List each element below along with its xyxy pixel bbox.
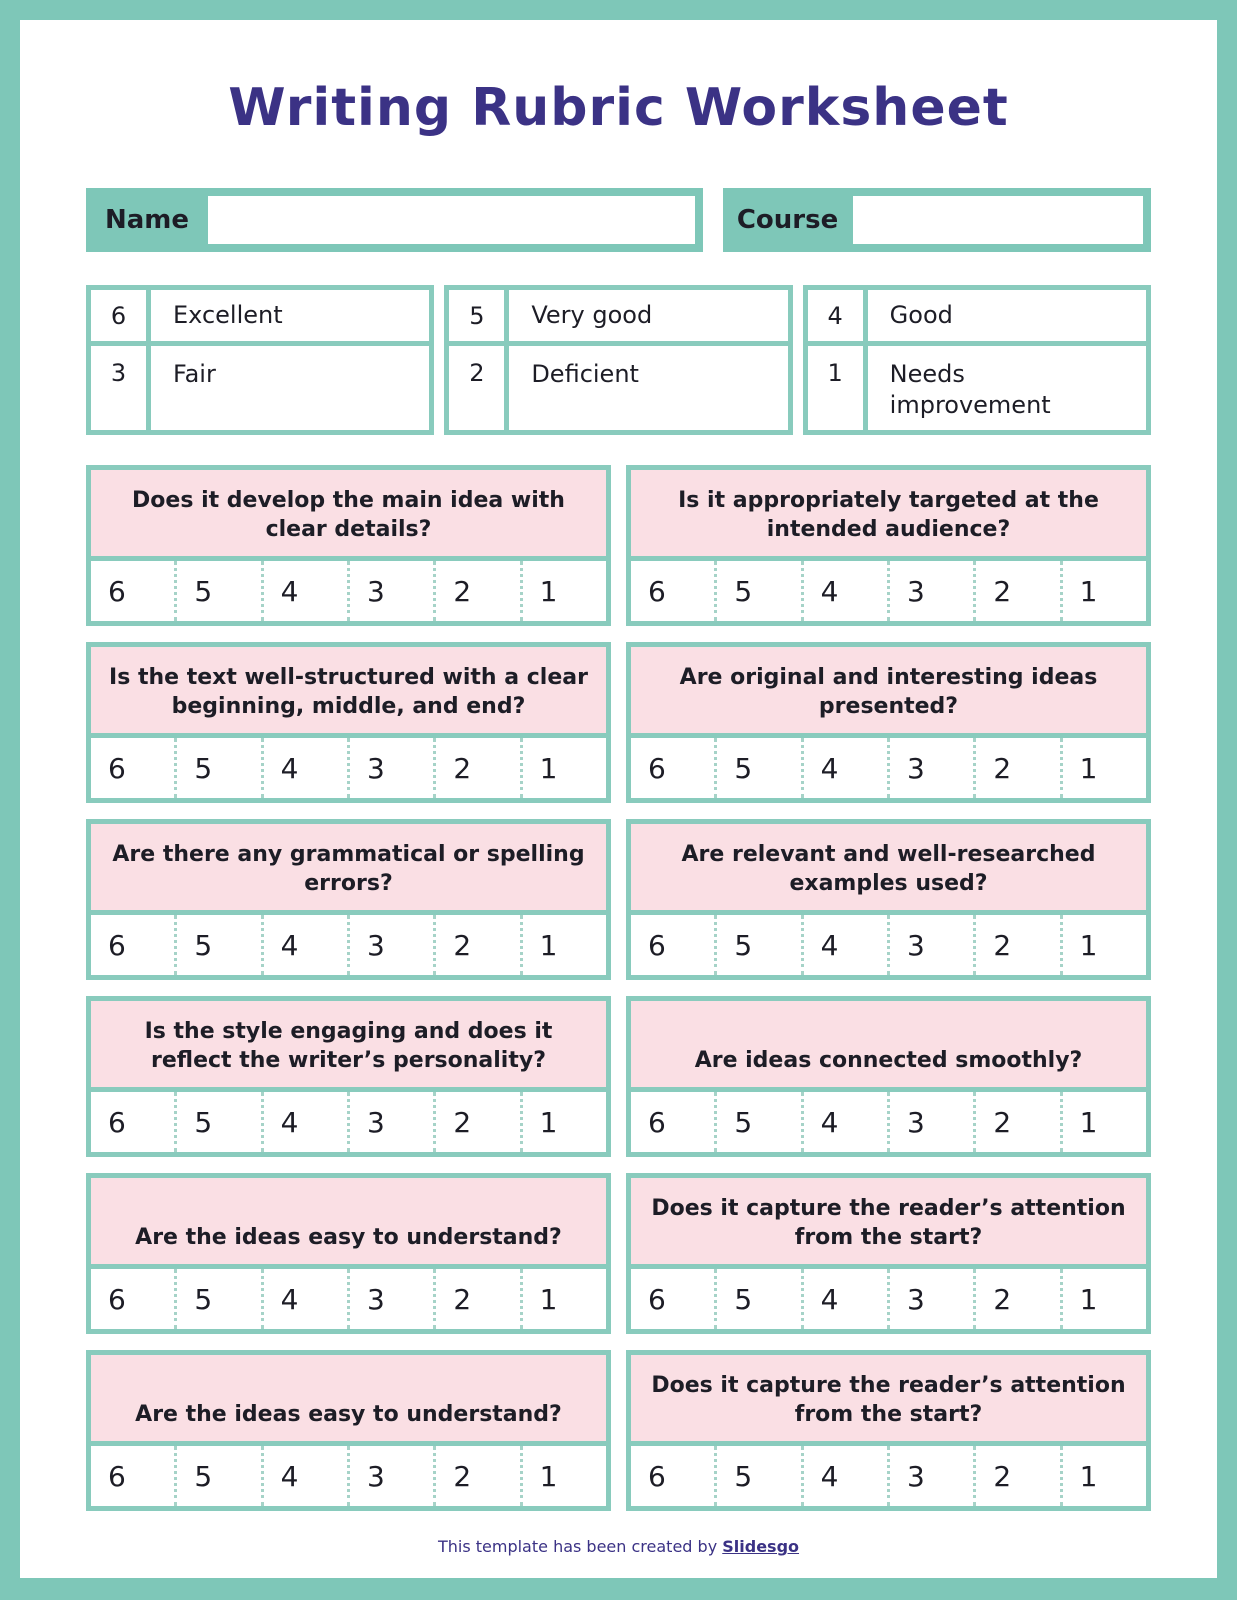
rating-row	[86, 1446, 611, 1511]
rating-option-1[interactable]: 1	[1060, 1269, 1146, 1329]
question-block	[626, 819, 1151, 980]
rating-option-4[interactable]: 4	[801, 561, 887, 621]
name-input[interactable]	[208, 196, 695, 244]
rating-option-3[interactable]: 3	[887, 561, 973, 621]
question-header	[626, 465, 1151, 561]
question-header	[626, 819, 1151, 915]
question-block	[626, 465, 1151, 626]
legend-label: Needs improvement	[889, 360, 1051, 419]
rating-option-5[interactable]: 5	[714, 738, 800, 798]
legend-score: 4	[808, 290, 868, 341]
question-block	[86, 465, 611, 626]
legend-score: 2	[449, 346, 509, 430]
rating-option-6[interactable]: 6	[648, 1105, 666, 1139]
question-block	[626, 996, 1151, 1157]
course-input[interactable]	[853, 196, 1143, 244]
question-text: Are ideas connected smoothly?	[694, 1048, 1083, 1073]
question-text: Does it develop the main idea with clear details?	[132, 488, 565, 542]
rating-option-4[interactable]: 4	[801, 915, 887, 975]
rating-option-6[interactable]: 6	[108, 928, 126, 962]
rating-option-2[interactable]: 2	[973, 738, 1059, 798]
rating-option-4[interactable]: 4	[261, 1446, 347, 1506]
rating-option-5[interactable]: 5	[174, 1092, 260, 1152]
rating-option-3[interactable]: 3	[347, 1269, 433, 1329]
rating-option-2[interactable]: 2	[433, 561, 519, 621]
rating-option-4[interactable]: 4	[801, 1269, 887, 1329]
rating-option-3[interactable]: 3	[347, 1092, 433, 1152]
footer	[86, 1537, 1151, 1556]
rating-option-4[interactable]: 4	[261, 738, 347, 798]
rating-option-5[interactable]: 5	[714, 561, 800, 621]
rating-option-1[interactable]: 1	[1060, 915, 1146, 975]
question-block	[626, 642, 1151, 803]
question-header	[626, 642, 1151, 738]
rating-option-6[interactable]: 6	[648, 574, 666, 608]
rating-option-4[interactable]: 4	[801, 1092, 887, 1152]
question-block	[626, 1350, 1151, 1511]
rating-option-6[interactable]: 6	[648, 928, 666, 962]
question-block	[86, 1173, 611, 1334]
question-text: Are there any grammatical or spelling errors?	[112, 842, 585, 896]
form-row	[86, 188, 1151, 252]
name-field	[86, 188, 703, 252]
rating-row	[626, 561, 1151, 626]
rating-option-5[interactable]: 5	[714, 1446, 800, 1506]
rating-option-5[interactable]: 5	[714, 1269, 800, 1329]
rating-row	[86, 738, 611, 803]
legend-pair	[444, 285, 792, 346]
rating-option-2[interactable]: 2	[433, 738, 519, 798]
rating-option-3[interactable]: 3	[887, 1269, 973, 1329]
legend-label: Very good	[531, 301, 653, 329]
question-text: Is the text well-structured with a clear beginning, middle, and end?	[109, 665, 588, 719]
legend-label: Excellent	[173, 301, 283, 329]
question-header	[626, 996, 1151, 1092]
legend-score: 1	[808, 346, 868, 430]
rating-row	[626, 1092, 1151, 1157]
rating-option-4[interactable]: 4	[261, 1269, 347, 1329]
legend-pair	[803, 285, 1151, 346]
rating-option-1[interactable]: 1	[520, 1092, 606, 1152]
rating-option-4[interactable]: 4	[261, 915, 347, 975]
question-header	[86, 642, 611, 738]
rating-option-1[interactable]: 1	[520, 738, 606, 798]
rating-row	[86, 915, 611, 980]
rating-option-6[interactable]: 6	[648, 751, 666, 785]
rating-option-1[interactable]: 1	[520, 561, 606, 621]
rating-option-4[interactable]: 4	[801, 1446, 887, 1506]
question-header	[86, 465, 611, 561]
rating-row	[86, 1092, 611, 1157]
rating-option-5[interactable]: 5	[174, 1269, 260, 1329]
rating-option-3[interactable]: 3	[887, 738, 973, 798]
legend-score: 5	[449, 290, 509, 341]
name-label: Name	[104, 205, 190, 235]
question-header	[86, 1350, 611, 1446]
rating-option-5[interactable]: 5	[714, 1092, 800, 1152]
rating-option-4[interactable]: 4	[261, 561, 347, 621]
rating-option-6[interactable]: 6	[108, 1282, 126, 1316]
rating-option-2[interactable]: 2	[433, 1092, 519, 1152]
rating-option-1[interactable]: 1	[1060, 1446, 1146, 1506]
question-header	[626, 1350, 1151, 1446]
rating-option-2[interactable]: 2	[973, 561, 1059, 621]
legend-pair	[86, 285, 434, 346]
legend-pair	[86, 341, 434, 435]
rating-option-1[interactable]: 1	[520, 1269, 606, 1329]
rating-option-5[interactable]: 5	[174, 1446, 260, 1506]
rating-option-6[interactable]: 6	[108, 574, 126, 608]
rating-option-2[interactable]: 2	[433, 1269, 519, 1329]
question-text: Are original and interesting ideas presented?	[679, 665, 1098, 719]
question-block	[86, 642, 611, 803]
rating-option-2[interactable]: 2	[973, 1092, 1059, 1152]
legend-pair	[444, 341, 792, 435]
rating-option-2[interactable]: 2	[433, 1446, 519, 1506]
rating-option-3[interactable]: 3	[887, 1092, 973, 1152]
rating-option-5[interactable]: 5	[174, 915, 260, 975]
question-block	[86, 819, 611, 980]
rating-row	[626, 1446, 1151, 1511]
rating-option-1[interactable]: 1	[1060, 561, 1146, 621]
question-block	[626, 1173, 1151, 1334]
rating-row	[626, 915, 1151, 980]
rating-option-1[interactable]: 1	[520, 915, 606, 975]
legend-score: 6	[91, 290, 151, 341]
legend-score: 3	[91, 346, 151, 430]
rating-option-6[interactable]: 6	[648, 1282, 666, 1316]
question-text: Are relevant and well-researched examples used?	[681, 842, 1096, 896]
page-title: Writing Rubric Worksheet	[228, 78, 1009, 138]
rating-option-2[interactable]: 2	[973, 915, 1059, 975]
rating-option-2[interactable]: 2	[973, 1446, 1059, 1506]
rating-option-3[interactable]: 3	[347, 915, 433, 975]
rating-option-3[interactable]: 3	[347, 1446, 433, 1506]
rating-option-6[interactable]: 6	[108, 1459, 126, 1493]
slidesgo-link[interactable]: Slidesgo	[722, 1537, 800, 1556]
legend-pair	[803, 341, 1151, 435]
legend-label: Good	[889, 301, 953, 329]
question-header	[86, 1173, 611, 1269]
question-text: Is it appropriately targeted at the intended audience?	[678, 488, 1099, 542]
question-header	[86, 819, 611, 915]
legend-row	[86, 285, 1151, 346]
question-block	[86, 1350, 611, 1511]
rating-option-1[interactable]: 1	[520, 1446, 606, 1506]
rating-option-4[interactable]: 4	[261, 1092, 347, 1152]
question-header	[86, 996, 611, 1092]
question-text: Are the ideas easy to understand?	[135, 1402, 562, 1427]
rating-option-3[interactable]: 3	[887, 1446, 973, 1506]
question-grid	[86, 465, 1151, 1511]
question-text: Does it capture the reader’s attention from the start?	[651, 1196, 1126, 1250]
rating-option-2[interactable]: 2	[433, 915, 519, 975]
rating-legend	[86, 285, 1151, 435]
rating-option-2[interactable]: 2	[973, 1269, 1059, 1329]
legend-row	[86, 346, 1151, 435]
question-text: Is the style engaging and does it reflect the writer’s personality?	[144, 1019, 553, 1073]
rating-option-6[interactable]: 6	[108, 751, 126, 785]
question-text: Are the ideas easy to understand?	[135, 1225, 562, 1250]
question-header	[626, 1173, 1151, 1269]
question-block	[86, 996, 611, 1157]
rating-option-5[interactable]: 5	[174, 561, 260, 621]
rating-option-3[interactable]: 3	[887, 915, 973, 975]
rating-option-1[interactable]: 1	[1060, 738, 1146, 798]
rating-option-5[interactable]: 5	[174, 738, 260, 798]
footer-text: This template has been created by	[437, 1537, 723, 1556]
rating-row	[626, 738, 1151, 803]
rating-row	[86, 561, 611, 626]
rating-option-6[interactable]: 6	[108, 1105, 126, 1139]
rating-option-3[interactable]: 3	[347, 561, 433, 621]
rating-row	[626, 1269, 1151, 1334]
rating-row	[86, 1269, 611, 1334]
course-label: Course	[736, 205, 839, 235]
legend-label: Fair	[173, 360, 216, 388]
rating-option-3[interactable]: 3	[347, 738, 433, 798]
legend-label: Deficient	[531, 360, 639, 388]
question-text: Does it capture the reader’s attention from the start?	[651, 1373, 1126, 1427]
course-field	[723, 188, 1151, 252]
rating-option-1[interactable]: 1	[1060, 1092, 1146, 1152]
rating-option-6[interactable]: 6	[648, 1459, 666, 1493]
rating-option-4[interactable]: 4	[801, 738, 887, 798]
rating-option-5[interactable]: 5	[714, 915, 800, 975]
